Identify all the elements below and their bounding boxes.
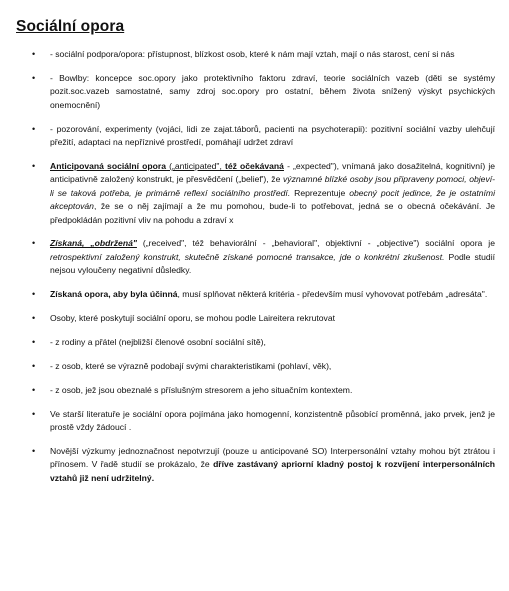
- text-run: - „expected"), vnímaná jako dosažitelná, kognitivní) je anticipativně založený konstrukt, je přesvědčení („belief'), že: [50, 160, 496, 185]
- bullet-icon: •: [32, 72, 36, 83]
- list-item: [16, 384, 495, 397]
- bullet-list: [16, 48, 495, 485]
- bullet-icon: •: [32, 49, 36, 59]
- text-run: („received", též behaviorální - „behavioral", objektivní - „objective") sociální opora je: [136, 238, 495, 249]
- list-item: [16, 336, 495, 349]
- list-item: [16, 445, 495, 485]
- bullet-icon: •: [32, 313, 36, 324]
- bullet-icon: •: [32, 360, 36, 371]
- text-run: („anticipated",: [166, 160, 225, 171]
- text-run: - z osob, které se výrazně podobají svými charakteristikami (pohlaví, věk),: [50, 360, 332, 371]
- bullet-icon: •: [32, 160, 36, 171]
- list-item: [16, 360, 495, 373]
- text-run: též očekávaná: [224, 160, 284, 171]
- bullet-icon: •: [32, 384, 36, 395]
- text-run: Novější výzkumy jednoznačnost nepotvrzují (pouze u anticipované SO) Interpersonální vztahy mohou být ztrátou i přínosem. V řadě studií se prokázalo, že: [50, 446, 495, 470]
- text-run: obecný pocit jedince, že je ostatními akceptován: [50, 187, 495, 212]
- text-run: - Bowlby: koncepce soc.opory jako protektivního faktoru zdraví, teorie sociálních vazeb (děti se systémy pozit.soc.vazeb samostatné, samy zdroj soc.opory pro ostatní, během života snížený výskyt psychických onemocnění): [50, 72, 495, 110]
- text-run: dříve zastávaný apriorní kladný postoj k rozvíjení interpersonálních vztahů již není udržitelný.: [50, 459, 495, 483]
- text-run: Podle studií nejsou vyloučeny negativní důsledky.: [50, 251, 495, 276]
- list-item: [16, 48, 495, 61]
- list-item: [16, 288, 495, 301]
- text-run: , musí splňovat některá kritéria - především musí vyhovovat potřebám „adresáta".: [177, 289, 488, 300]
- text-run: Získaná, „obdržená": [50, 238, 137, 249]
- text-run: Ve starší literatuře je sociální opora pojímána jako homogenní, konzistentně působící proměnná, jako prvek, jenž je prostě vždy žádoucí .: [50, 408, 495, 433]
- text-run: Reprezentuje: [290, 187, 350, 198]
- text-run: Získaná opora, aby byla účinná: [50, 289, 178, 300]
- text-run: - z osob, jež jsou obeznalé s příslušným stresorem a jeho situačním kontextem.: [50, 384, 353, 395]
- list-item: [16, 72, 495, 112]
- text-run: - pozorování, experimenty (vojáci, lidi ze zajat.táborů, pacienti na psychoterapii): pozitivní sociální vazby ulehčují přežití, adaptaci na nepříznivé prostředí, pomáhají udržet zdraví: [50, 123, 495, 148]
- bullet-icon: •: [32, 238, 36, 249]
- bullet-icon: •: [32, 337, 36, 347]
- list-item: [16, 312, 495, 325]
- list-item: [16, 123, 495, 150]
- text-run: Anticipovaná sociální opora: [50, 160, 167, 171]
- bullet-icon: •: [32, 289, 36, 300]
- text-run: Osoby, které poskytují sociální oporu, se mohou podle Laireitera rekrutovat: [50, 313, 336, 324]
- bullet-icon: •: [32, 408, 36, 419]
- text-run: retrospektivní založený konstrukt, skutečně získané pomocné transakce, jde o konkrétní zkušenost.: [50, 251, 445, 262]
- list-item: [16, 237, 495, 277]
- list-item: [16, 160, 495, 227]
- text-run: významné blízké osoby jsou připraveny pomoci, objeví-li se taková potřeba, je primárně reflexí sociálního prostředí.: [50, 174, 495, 198]
- bullet-icon: •: [32, 446, 36, 457]
- text-run: - sociální podpora/opora: přístupnost, blízkost osob, které k nám mají vztah, mají o nás starost, cení si nás: [50, 49, 455, 59]
- text-run: - z rodiny a přátel (nejbližší členové osobní sociální sítě),: [50, 337, 266, 347]
- list-item: [16, 408, 495, 435]
- page-title: Sociální opora: [16, 18, 125, 35]
- text-run: , že se o něj zajímají a že mu pomohou, bude-li to potřebovat, jedná se o obecná očekávání. Je předpokládán pozitivní vliv na pohodu a zdraví x: [50, 201, 495, 225]
- bullet-icon: •: [32, 123, 36, 134]
